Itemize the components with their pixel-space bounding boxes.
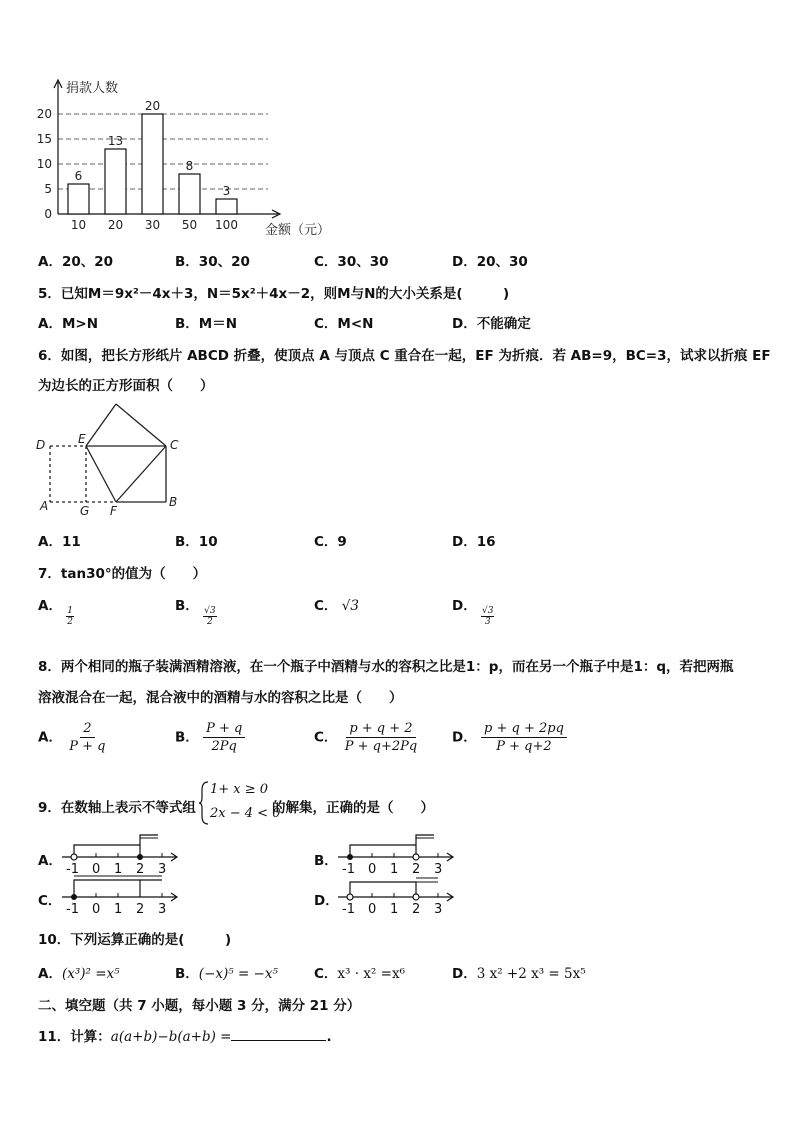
q6-option-d[interactable]: D．16 <box>452 534 496 550</box>
tick-label: -1 <box>342 862 355 877</box>
tick-label: 1 <box>390 862 399 877</box>
y-tick-label: 5 <box>44 182 52 196</box>
tick-label: 0 <box>92 902 101 917</box>
x-tick-label: 10 <box>70 218 87 232</box>
q7-option-c[interactable]: C． √3 <box>314 598 359 614</box>
segment-folded-top <box>116 404 166 446</box>
q11-period: . <box>326 1029 332 1045</box>
q10-option-d[interactable]: D．3 x² +2 x³ = 5x⁵ <box>452 966 586 982</box>
bar-data-label: 13 <box>107 134 124 148</box>
bar-data-label: 6 <box>74 169 83 183</box>
section-two-heading: 二、填空题（共 7 小题，每小题 3 分，满分 21 分） <box>38 998 361 1014</box>
bar <box>216 199 237 214</box>
q4-option-c[interactable]: C．30、30 <box>314 254 389 270</box>
inequality-1: 1+ x ≥ 0 <box>210 782 269 797</box>
number-line-d <box>334 872 458 918</box>
x-tick-label: 50 <box>181 218 198 232</box>
q9-option-a[interactable]: A． <box>38 853 62 869</box>
tick-label: 2 <box>412 862 421 877</box>
number-line-b <box>334 830 458 876</box>
y-tick-label: 10 <box>36 157 52 171</box>
number-line-a <box>58 830 182 876</box>
q8-option-d[interactable]: D． $\frac{p + q + 2pq}{P + q+2}$ <box>452 720 567 755</box>
number-line-c <box>58 872 182 918</box>
tick-label: 0 <box>92 862 101 877</box>
q5-option-b[interactable]: B．M＝N <box>175 316 238 332</box>
tick-label: 2 <box>412 902 421 917</box>
label-c: C <box>170 438 179 452</box>
q6-option-b[interactable]: B．10 <box>175 534 218 550</box>
x-axis-title: 金额（元） <box>265 223 331 238</box>
q10-stem: 10．下列运算正确的是( ) <box>38 932 232 948</box>
x-tick-label: 100 <box>215 218 238 232</box>
tick-label: 3 <box>158 862 167 877</box>
tick-label: 3 <box>434 862 443 877</box>
q10-option-a[interactable]: A．(x³)² =x⁵ <box>38 966 120 982</box>
q4-option-a[interactable]: A．20、20 <box>38 254 114 270</box>
segment-folded-left <box>86 404 116 446</box>
q8-option-b[interactable]: B． $\frac{P + q}{2Pq}$ <box>175 720 245 755</box>
q6-stem-line1: 6．如图，把长方形纸片 ABCD 折叠，使顶点 A 与顶点 C 重合在一起，EF 为折痕．若 AB=9，BC=3，试求以折痕 EF <box>38 348 771 364</box>
q4-option-b[interactable]: B．30、20 <box>175 254 250 270</box>
q7-option-a[interactable]: A． $\frac{1}{2}$ <box>38 598 73 627</box>
q8-option-c[interactable]: C． $\frac{p + q + 2}{P + q+2Pq}$ <box>314 721 418 754</box>
donation-bar-chart <box>30 72 331 242</box>
q4-option-d[interactable]: D．20、30 <box>452 254 528 270</box>
q9-stem-post: 的解集，正确的是（ ） <box>272 800 434 816</box>
tick-label: 1 <box>114 902 123 917</box>
bar <box>179 174 200 214</box>
label-e: E <box>78 432 86 446</box>
y-tick-label: 20 <box>36 107 52 121</box>
q6-stem-line2: 为边长的正方形面积（ ） <box>38 378 214 394</box>
inequality-2: 2x − 4 < 0 <box>210 806 281 821</box>
q5-stem: 5．已知M＝9x²－4x＋3，N＝5x²＋4x－2，则M与N的大小关系是( ) <box>38 286 510 302</box>
q8-option-a[interactable]: A． $\frac{2}{P + q}$ <box>38 721 106 754</box>
q7-option-d[interactable]: D． $\frac{√3}{3}$ <box>452 598 494 627</box>
q11-label: 11．计算： <box>38 1029 111 1045</box>
tick-label: -1 <box>66 862 79 877</box>
q6-option-a[interactable]: A．11 <box>38 534 81 550</box>
segment-fc <box>116 446 166 502</box>
y-tick-label: 0 <box>44 207 52 221</box>
q11-answer-blank[interactable] <box>231 1028 326 1041</box>
q8-stem-line2: 溶液混合在一起，混合液中的酒精与水的容积之比是（ ） <box>38 690 403 706</box>
q9-option-b[interactable]: B． <box>314 853 338 869</box>
label-b: B <box>169 495 178 509</box>
crease-ef <box>86 446 116 502</box>
q5-option-c[interactable]: C．M<N <box>314 316 374 332</box>
tick-label: 1 <box>390 902 399 917</box>
q5-option-a[interactable]: A．M>N <box>38 316 98 332</box>
label-d: D <box>36 438 46 452</box>
bar <box>68 184 89 214</box>
bar <box>142 114 163 214</box>
q10-option-b[interactable]: B．(−x)⁵ = −x⁵ <box>175 966 278 982</box>
tick-label: 0 <box>368 862 377 877</box>
system-brace <box>198 780 210 826</box>
tick-label: -1 <box>342 902 355 917</box>
y-tick-label: 15 <box>36 132 52 146</box>
tick-label: -1 <box>66 902 79 917</box>
q7-option-b[interactable]: B． $\frac{√3}{2}$ <box>175 598 216 627</box>
q8-stem-line1: 8．两个相同的瓶子装满酒精溶液，在一个瓶子中酒精与水的容积之比是1：p，而在另一个瓶子中是1：q，若把两瓶 <box>38 659 734 675</box>
q6-option-c[interactable]: C．9 <box>314 534 347 550</box>
tick-label: 0 <box>368 902 377 917</box>
rectangle-fold-figure <box>30 398 200 518</box>
tick-label: 2 <box>136 862 145 877</box>
q11-stem <box>38 1025 332 1045</box>
q11-expression: a(a+b)−b(a+b) = <box>110 1029 232 1045</box>
x-tick-label: 30 <box>144 218 161 232</box>
tick-label: 3 <box>158 902 167 917</box>
tick-label: 1 <box>114 862 123 877</box>
label-f: F <box>110 504 117 518</box>
q10-option-c[interactable]: C．x³ · x² =x⁶ <box>314 966 405 982</box>
label-g: G <box>80 504 90 518</box>
bar-data-label: 8 <box>185 159 194 173</box>
q5-option-d[interactable]: D．不能确定 <box>452 316 531 332</box>
y-axis-title: 捐款人数 <box>66 81 119 96</box>
q9-option-c[interactable]: C． <box>38 893 62 909</box>
bar <box>105 149 126 214</box>
q9-option-d[interactable]: D． <box>314 893 339 909</box>
x-tick-label: 20 <box>107 218 124 232</box>
q7-stem: 7．tan30°的值为（ ） <box>38 566 207 582</box>
tick-label: 2 <box>136 902 145 917</box>
q9-stem-pre: 9．在数轴上表示不等式组 <box>38 800 196 816</box>
bar-data-label: 20 <box>144 99 161 113</box>
tick-label: 3 <box>434 902 443 917</box>
bar-data-label: 3 <box>222 184 231 198</box>
label-a: A <box>40 499 49 513</box>
